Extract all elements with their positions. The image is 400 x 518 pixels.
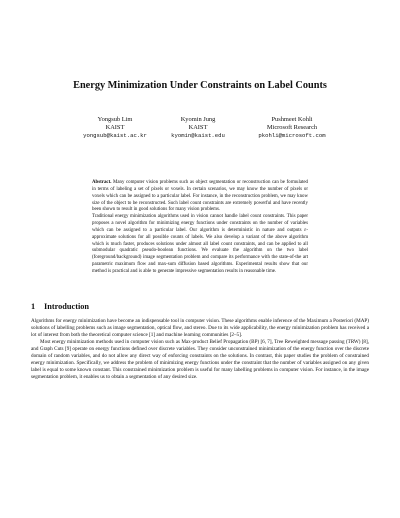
paper-title: Energy Minimization Under Constraints on Label Counts [73,80,327,91]
author-email: yongsub@kaist.ac.kr [83,132,147,140]
section-body [31,318,369,381]
abstract-text-1: Many computer vision problems such as object segmentation or reconstruction can be formulated in terms of labeling a set of pixels or voxels. In certain scenarios, we may know the number of pixels or voxels which can be assigned to a particular label. For instance, in the reconstruction problem, we may know size of the object to be reconstructed. Such label count constraints are extremely powerful and have recently been shown to result in good solutions for many vision problems. [92,180,308,213]
author-affiliation: Microsoft Research [266,124,318,132]
author-name: Pushmeet Kohli [271,116,313,123]
abstract-paragraph-2: Traditional energy minimization algorithms used in vision cannot handle label count constraints. This paper proposes a novel algorithm for minimizing energy functions under constraints on the number of variables which can be assigned to a particular label. Our algorithm is deterministic in nature and outputs ε-approximate solutions for all possible counts of labels. We also develop a variant of the above algorithm which is much faster, produces solutions under almost all label count constraints, and can be applied to all submodular quadratic pseudo-boolean functions. We evaluate the algorithm on the two label (foreground/background) image segmentation problem and compare its performance with the state-of-the art parametric maximum flow and max-sum diffusion based algorithms. Experimental results show that our method is practical and is able to generate impressive segmentation results in reasonable time. [92,214,308,274]
section-number: 1 [31,302,36,311]
body-paragraph-2: Most energy minimization methods used in computer vision such as Max-product Belief Propagation (BP) [6, 7], Tree Reweighted message passing (TRW) [8], and Graph Cuts [9] operate on energy functions defined over discrete variables. They consider unconstrained minimization of the energy function over the discrete domain of random variables, and do not allow any direct way of enforcing constraints on the solutions. In contrast, this paper studies the problem of constrained energy minimization. Specifically, we address the problem of minimizing energy functions under the constraint that the number of variables assigned on any given label is equal to some known constant. This constrained minimization problem is useful for many labelling problems in computer vision. For instance, in the image segmentation problem, it enables us to obtain a segmentation of any desired size. [31,339,369,381]
author-3 [227,116,357,141]
section-title: Introduction [44,302,90,311]
author-name: Yongsub Lim [97,116,133,123]
section-heading [31,302,89,311]
author-block [0,116,400,156]
author-email: kyomin@kaist.edu [171,132,225,140]
author-email: pkohli@microsoft.com [258,132,326,140]
abstract-paragraph-1 [92,180,308,214]
abstract [92,180,308,276]
body-paragraph-1: Algorithms for energy minimization have become an indispensable tool in computer vision. These algorithms enable inference of the Maximum a Posteriori (MAP) solutions of labelling problems such as image segmentation, optical flow, and stereo. Due to its wide applicability, the energy minimization problem has received a lot of interest from both the theoretical computer science [1] and machine learning communities [2–5]. [31,318,369,338]
author-name: Kyomin Jung [180,116,216,123]
author-affiliation: KAIST [188,124,208,132]
author-affiliation: KAIST [105,124,125,132]
abstract-label: Abstract. [92,180,112,185]
